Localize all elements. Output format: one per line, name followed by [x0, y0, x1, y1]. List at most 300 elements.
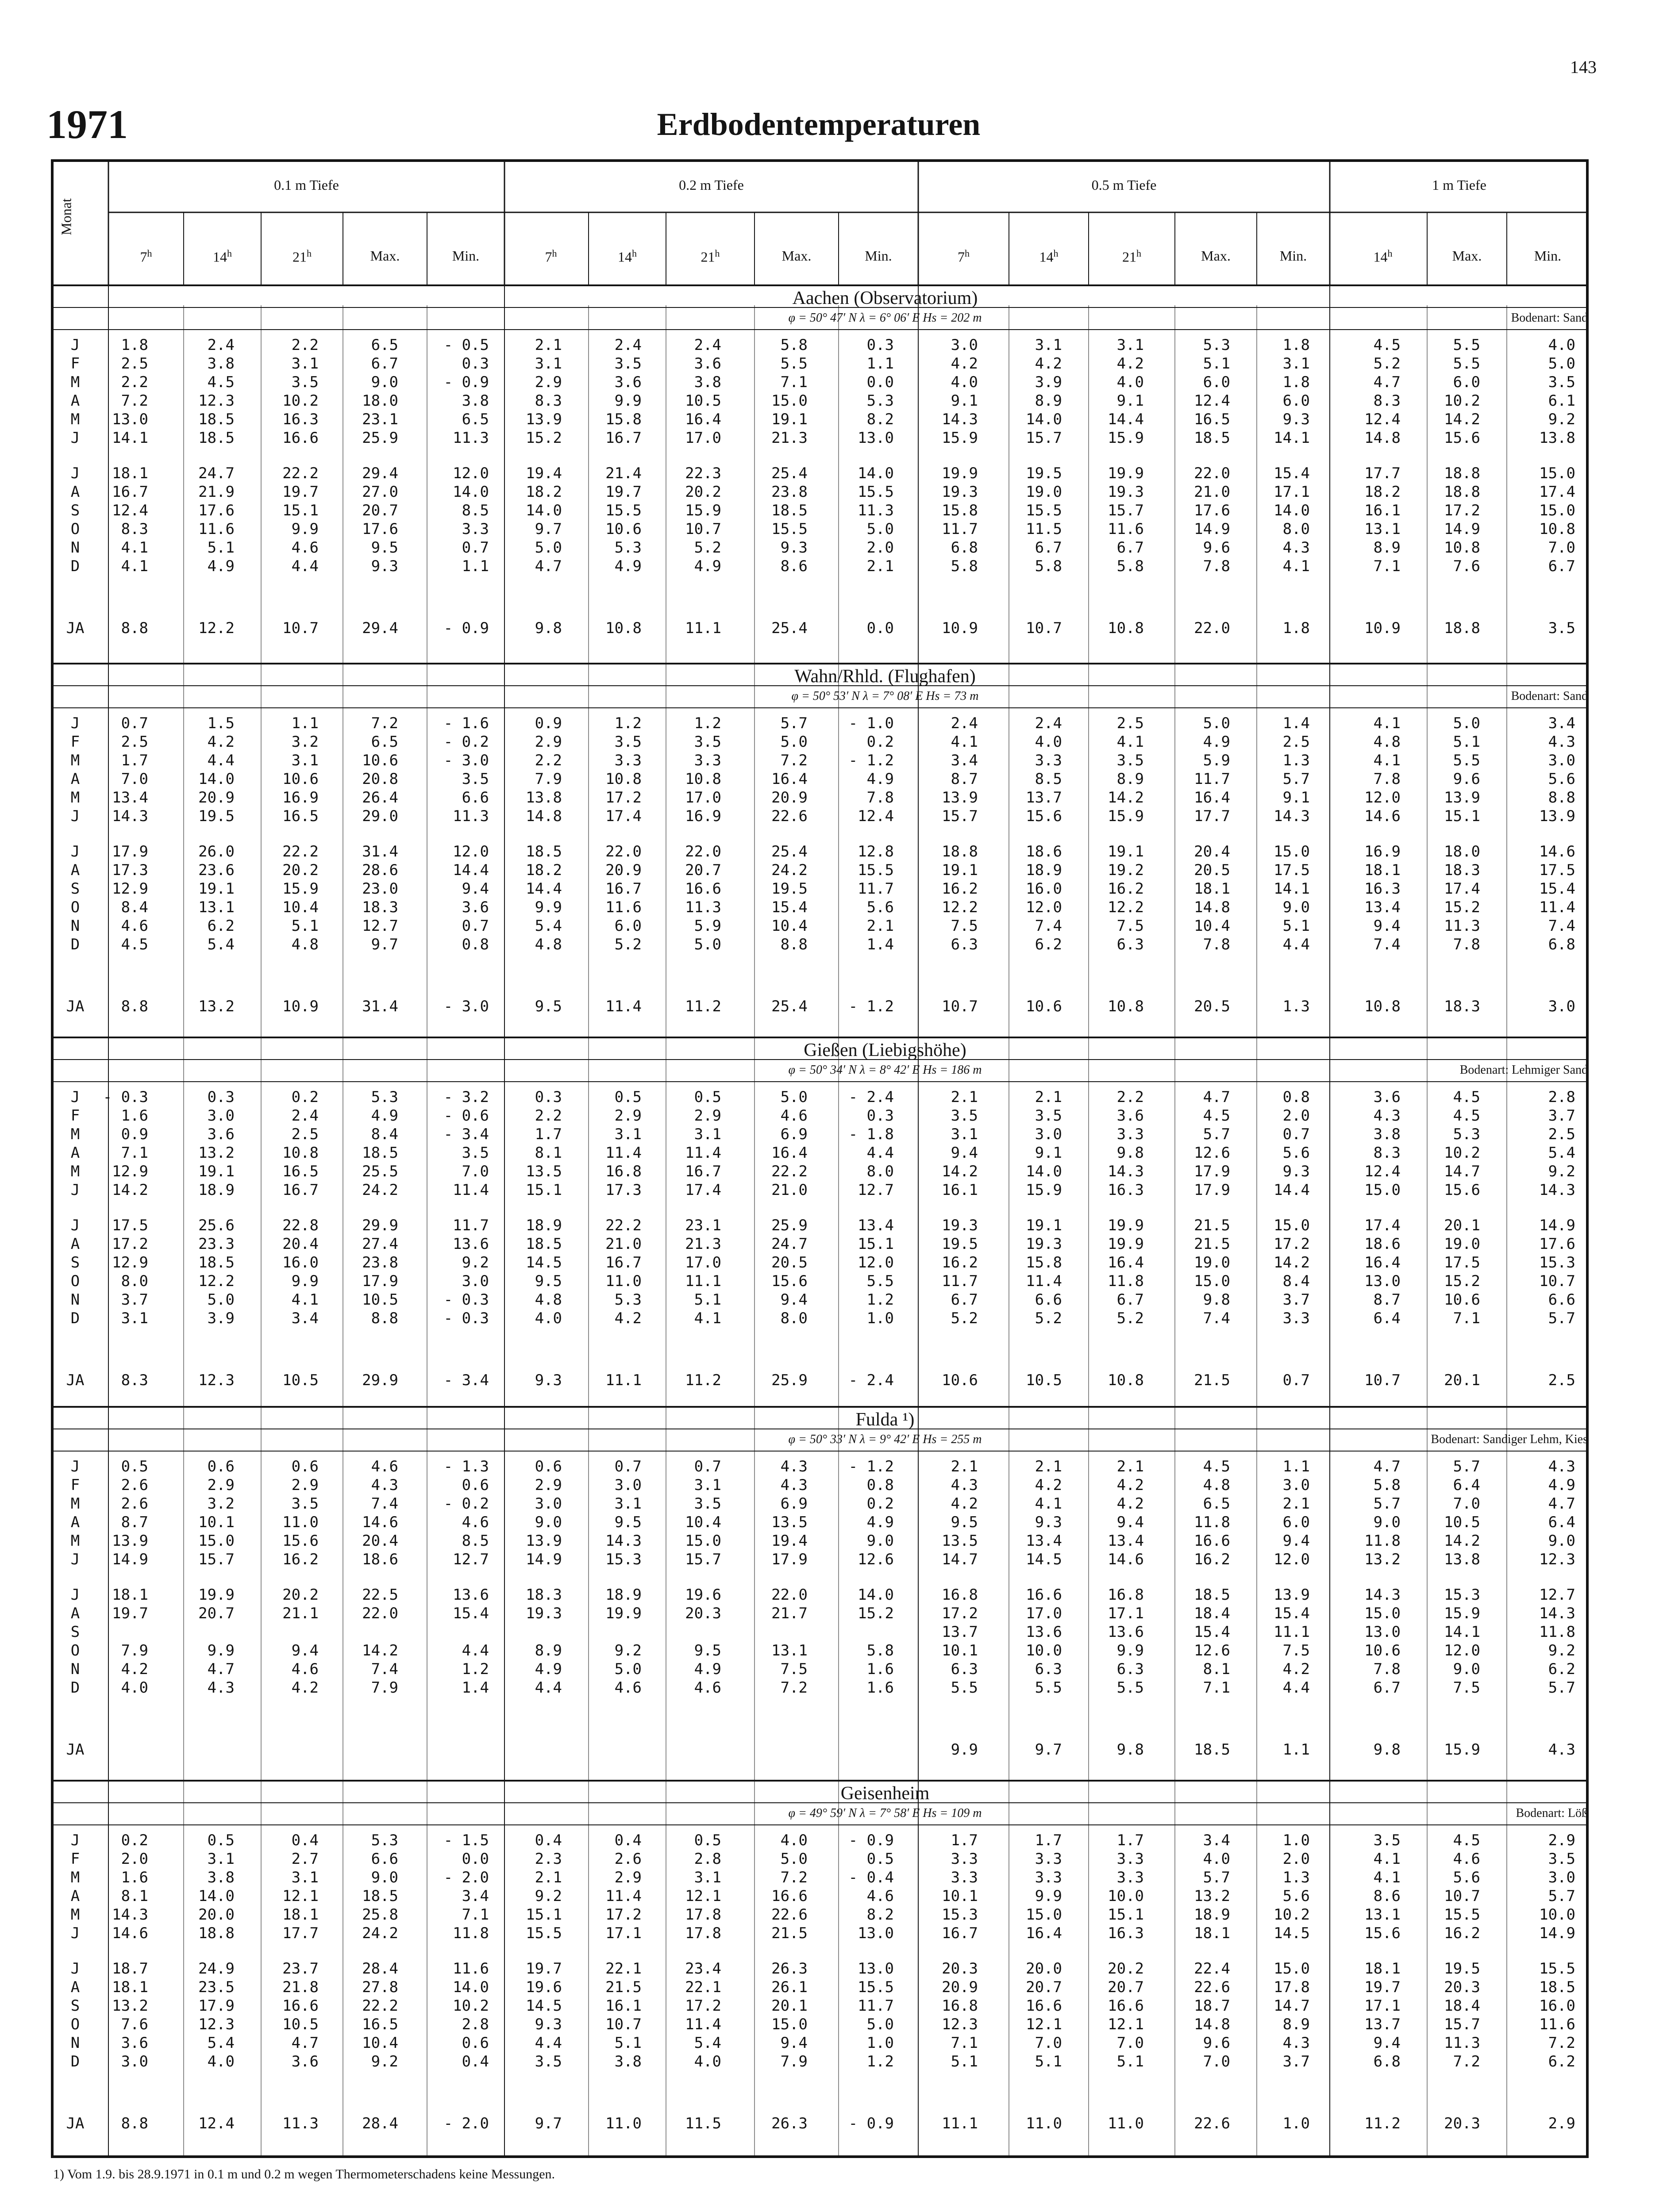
table-cell: 2.6: [614, 1850, 642, 1868]
table-cell: 12.6: [858, 1551, 894, 1568]
table-cell: 17.5: [1539, 861, 1575, 879]
table-cell: 23.1: [685, 1217, 721, 1234]
table-cell: 3.3: [462, 520, 489, 538]
table-cell: 11.7: [942, 520, 978, 538]
table-cell: 6.2: [207, 917, 235, 935]
table-row: [0, 1272, 1663, 1290]
soil-type: Bodenart: Sand: [1511, 311, 1588, 325]
table-cell: 4.3: [1548, 1458, 1575, 1475]
table-cell: 11.8: [1364, 1532, 1401, 1550]
table-cell: 15.5: [1444, 1906, 1480, 1924]
month-label: N: [70, 539, 80, 557]
table-cell: 25.5: [362, 1163, 398, 1180]
table-cell: 7.2: [1453, 2053, 1480, 2070]
table-row: [0, 1144, 1663, 1162]
table-cell: 13.0: [112, 411, 148, 428]
table-cell: 13.2: [1194, 1887, 1230, 1905]
table-cell: 12.7: [453, 1551, 489, 1568]
table-cell: 17.6: [198, 502, 235, 519]
table-cell: 8.8: [121, 998, 148, 1015]
table-cell: 7.0: [1453, 1495, 1480, 1513]
table-cell: 7.8: [1453, 936, 1480, 953]
table-cell: 13.4: [1108, 1532, 1144, 1550]
table-cell: 7.2: [780, 1679, 808, 1697]
table-cell: 14.3: [605, 1532, 642, 1550]
month-label: JA: [66, 1371, 85, 1389]
table-cell: 26.3: [771, 1960, 808, 1978]
table-cell: 9.9: [207, 1642, 235, 1659]
table-cell: 0.7: [121, 714, 148, 732]
month-label: J: [70, 1586, 80, 1604]
table-cell: 13.5: [526, 1163, 562, 1180]
table-cell: - 0.3: [443, 1291, 489, 1309]
table-cell: 6.2: [1035, 936, 1062, 953]
table-cell: 16.4: [685, 411, 721, 428]
table-cell: 0.9: [121, 1125, 148, 1143]
table-cell: 18.7: [112, 1960, 148, 1978]
table-cell: 22.0: [605, 843, 642, 860]
table-cell: 11.8: [1108, 1272, 1144, 1290]
table-cell: 14.9: [1194, 520, 1230, 538]
table-cell: 10.2: [1274, 1906, 1310, 1924]
table-cell: 14.3: [1274, 807, 1310, 825]
table-cell: 23.5: [198, 1978, 235, 1996]
table-cell: 3.0: [462, 1272, 489, 1290]
table-row: [0, 880, 1663, 898]
table-cell: 11.3: [685, 899, 721, 916]
table-cell: 10.7: [1444, 1887, 1480, 1905]
table-cell: 15.0: [1274, 843, 1310, 860]
table-cell: 9.5: [535, 1272, 562, 1290]
table-row: [0, 429, 1663, 447]
table-cell: 23.3: [198, 1235, 235, 1253]
table-cell: 0.8: [1282, 1088, 1310, 1106]
table-cell: 8.3: [121, 1371, 148, 1389]
table-cell: 3.1: [1116, 336, 1144, 354]
table-cell: 15.6: [1364, 1924, 1401, 1942]
table-cell: 17.6: [362, 520, 398, 538]
table-cell: 5.7: [1548, 1310, 1575, 1327]
table-cell: 5.2: [614, 936, 642, 953]
table-cell: 5.0: [535, 539, 562, 557]
month-label: F: [70, 355, 80, 373]
table-cell: 13.0: [858, 429, 894, 447]
table-cell: 2.5: [291, 1125, 319, 1143]
table-cell: 1.1: [462, 557, 489, 575]
table-cell: 5.3: [371, 1088, 398, 1106]
table-cell: 16.6: [1194, 1532, 1230, 1550]
table-cell: 13.1: [198, 899, 235, 916]
table-cell: 8.8: [121, 2115, 148, 2132]
table-cell: 5.8: [780, 336, 808, 354]
table-cell: 2.9: [535, 373, 562, 391]
table-cell: 15.7: [685, 1551, 721, 1568]
table-cell: 4.5: [207, 373, 235, 391]
month-label: J: [70, 1458, 80, 1475]
table-cell: 4.6: [291, 1660, 319, 1678]
table-cell: 4.7: [1203, 1088, 1230, 1106]
table-cell: 5.0: [1203, 714, 1230, 732]
table-cell: 10.8: [1108, 619, 1144, 637]
table-cell: 17.4: [1364, 1217, 1401, 1234]
table-cell: 5.3: [1453, 1125, 1480, 1143]
month-label: J: [70, 1088, 80, 1106]
table-cell: 9.0: [1453, 1660, 1480, 1678]
table-cell: 13.9: [1444, 789, 1480, 806]
table-cell: 4.6: [462, 1513, 489, 1531]
table-cell: 12.9: [112, 880, 148, 898]
table-cell: 6.9: [780, 1125, 808, 1143]
table-cell: 1.3: [1282, 998, 1310, 1015]
table-cell: 18.2: [1364, 483, 1401, 501]
table-cell: 20.7: [198, 1605, 235, 1622]
table-cell: 22.1: [685, 1978, 721, 1996]
table-cell: 3.8: [1373, 1125, 1401, 1143]
table-cell: 3.4: [462, 1887, 489, 1905]
table-row: [0, 502, 1663, 519]
table-row: [0, 2034, 1663, 2052]
table-cell: 10.5: [282, 2016, 319, 2033]
table-cell: 11.2: [1364, 2115, 1401, 2132]
table-cell: 3.7: [121, 1291, 148, 1309]
table-cell: 6.7: [1373, 1679, 1401, 1697]
table-row: [0, 917, 1663, 935]
table-cell: 14.8: [1364, 429, 1401, 447]
table-cell: 5.1: [951, 2053, 978, 2070]
table-cell: 6.3: [951, 1660, 978, 1678]
table-cell: 3.3: [1116, 1850, 1144, 1868]
table-cell: 4.2: [1116, 355, 1144, 373]
table-cell: 3.8: [694, 373, 721, 391]
table-cell: 11.7: [858, 880, 894, 898]
table-cell: 16.2: [282, 1551, 319, 1568]
table-cell: 1.8: [1282, 373, 1310, 391]
depth-header: 0.1 m Tiefe: [274, 177, 339, 193]
table-cell: 12.8: [858, 843, 894, 860]
table-cell: 14.9: [1539, 1924, 1575, 1942]
table-cell: 6.0: [1453, 373, 1480, 391]
table-cell: 12.7: [1539, 1586, 1575, 1604]
table-cell: 5.5: [1453, 752, 1480, 769]
table-cell: 10.0: [1026, 1642, 1062, 1659]
table-cell: 15.5: [858, 483, 894, 501]
table-cell: 5.8: [866, 1642, 894, 1659]
table-cell: 17.8: [1274, 1978, 1310, 1996]
table-cell: 7.4: [371, 1495, 398, 1513]
table-cell: 8.9: [1035, 392, 1062, 410]
table-cell: 3.6: [291, 2053, 319, 2070]
table-cell: 20.0: [1026, 1960, 1062, 1978]
table-cell: 1.3: [1282, 1869, 1310, 1886]
table-cell: 16.0: [282, 1254, 319, 1271]
table-cell: 4.1: [694, 1310, 721, 1327]
table-cell: 14.2: [1444, 411, 1480, 428]
station-name: Aachen (Observatorium): [792, 288, 978, 308]
table-cell: 3.8: [462, 392, 489, 410]
table-cell: 3.5: [694, 1495, 721, 1513]
table-cell: 15.0: [685, 1532, 721, 1550]
table-cell: 14.0: [858, 1586, 894, 1604]
table-cell: 4.2: [1035, 355, 1062, 373]
table-cell: 11.0: [282, 1513, 319, 1531]
table-cell: 31.4: [362, 843, 398, 860]
table-cell: 14.1: [1274, 429, 1310, 447]
table-cell: 0.3: [462, 355, 489, 373]
table-cell: 13.7: [942, 1623, 978, 1641]
table-cell: 21.3: [771, 429, 808, 447]
table-cell: 11.1: [942, 2115, 978, 2132]
table-cell: 2.8: [694, 1850, 721, 1868]
table-row: [0, 355, 1663, 373]
table-cell: 10.5: [1026, 1371, 1062, 1389]
month-label: J: [70, 1924, 80, 1942]
table-cell: 1.2: [866, 2053, 894, 2070]
table-cell: 3.3: [1035, 1869, 1062, 1886]
table-cell: 2.5: [1548, 1371, 1575, 1389]
table-cell: 5.8: [951, 557, 978, 575]
table-cell: 23.1: [362, 411, 398, 428]
table-cell: 5.8: [1373, 1476, 1401, 1494]
table-row: [0, 1107, 1663, 1125]
table-cell: 15.0: [198, 1532, 235, 1550]
soil-type: Bodenart: Lehmiger Sand: [1459, 1063, 1588, 1077]
table-cell: 15.3: [942, 1906, 978, 1924]
table-cell: 5.3: [371, 1832, 398, 1849]
table-cell: 3.5: [462, 770, 489, 788]
table-cell: 1.5: [207, 714, 235, 732]
table-cell: 5.1: [1282, 917, 1310, 935]
table-cell: 11.3: [453, 807, 489, 825]
month-label: JA: [66, 1741, 85, 1759]
table-cell: 10.8: [605, 619, 642, 637]
table-cell: 15.9: [1108, 807, 1144, 825]
table-cell: 9.7: [535, 2115, 562, 2132]
table-cell: 3.5: [1373, 1832, 1401, 1849]
table-cell: 13.5: [771, 1513, 808, 1531]
table-cell: 3.0: [121, 2053, 148, 2070]
table-cell: 9.5: [614, 1513, 642, 1531]
table-cell: 5.0: [1453, 714, 1480, 732]
table-cell: 10.0: [1539, 1906, 1575, 1924]
table-cell: 5.5: [1116, 1679, 1144, 1697]
table-cell: 12.2: [198, 619, 235, 637]
table-cell: 3.0: [1282, 1476, 1310, 1494]
table-cell: 5.3: [1203, 336, 1230, 354]
table-cell: 14.6: [1364, 807, 1401, 825]
table-cell: 2.2: [121, 373, 148, 391]
table-cell: 15.6: [771, 1272, 808, 1290]
table-cell: 8.9: [1373, 539, 1401, 557]
table-cell: 16.1: [1364, 502, 1401, 519]
table-cell: 27.8: [362, 1978, 398, 1996]
table-cell: 11.6: [1539, 2016, 1575, 2033]
annual-row: [0, 2115, 1663, 2132]
table-cell: 2.4: [951, 714, 978, 732]
table-cell: 14.9: [526, 1551, 562, 1568]
table-cell: 17.7: [1194, 807, 1230, 825]
table-cell: 4.2: [1035, 1476, 1062, 1494]
table-cell: 14.5: [526, 1254, 562, 1271]
month-label: O: [70, 2016, 80, 2033]
table-cell: 1.7: [1116, 1832, 1144, 1849]
annual-row: [0, 1741, 1663, 1759]
table-cell: 4.9: [207, 557, 235, 575]
table-cell: 4.2: [1282, 1660, 1310, 1678]
table-cell: 3.1: [291, 355, 319, 373]
table-cell: 15.6: [282, 1532, 319, 1550]
table-cell: 16.7: [605, 429, 642, 447]
month-label: F: [70, 1476, 80, 1494]
table-cell: 0.9: [535, 714, 562, 732]
table-cell: 22.1: [605, 1960, 642, 1978]
table-cell: 22.2: [282, 843, 319, 860]
table-cell: 18.1: [282, 1906, 319, 1924]
station-name: Gießen (Liebigshöhe): [804, 1040, 966, 1060]
table-cell: 5.7: [780, 714, 808, 732]
table-cell: 9.3: [371, 557, 398, 575]
table-cell: 5.5: [1453, 336, 1480, 354]
station-coordinates: φ = 49° 59′ N λ = 7° 58′ E Hs = 109 m: [788, 1806, 982, 1820]
table-cell: 7.0: [121, 770, 148, 788]
month-label: J: [70, 1551, 80, 1568]
table-cell: 25.9: [771, 1217, 808, 1234]
table-cell: 2.9: [207, 1476, 235, 1494]
table-cell: 2.5: [121, 733, 148, 751]
table-cell: 18.2: [526, 861, 562, 879]
table-cell: 20.1: [1444, 1371, 1480, 1389]
table-cell: 22.0: [362, 1605, 398, 1622]
table-cell: 25.9: [362, 429, 398, 447]
table-cell: 5.6: [1282, 1887, 1310, 1905]
table-cell: 5.1: [1203, 355, 1230, 373]
table-cell: 18.4: [1194, 1605, 1230, 1622]
table-cell: 16.6: [1026, 1586, 1062, 1604]
table-cell: 14.2: [1444, 1532, 1480, 1550]
table-cell: 16.2: [942, 880, 978, 898]
table-cell: 5.5: [780, 355, 808, 373]
table-cell: 17.5: [1444, 1254, 1480, 1271]
table-row: [0, 557, 1663, 575]
table-cell: 4.1: [121, 557, 148, 575]
table-cell: 25.4: [771, 619, 808, 637]
table-cell: 19.9: [605, 1605, 642, 1622]
table-cell: 27.0: [362, 483, 398, 501]
table-cell: 20.7: [1108, 1978, 1144, 1996]
table-cell: 15.6: [1444, 429, 1480, 447]
table-cell: 5.7: [1203, 1869, 1230, 1886]
table-cell: - 1.0: [848, 714, 894, 732]
table-cell: 3.7: [1548, 1107, 1575, 1125]
table-cell: 5.7: [1453, 1458, 1480, 1475]
table-cell: 15.9: [1108, 429, 1144, 447]
month-label: D: [70, 2053, 80, 2070]
table-cell: 2.4: [694, 336, 721, 354]
table-cell: 11.3: [453, 429, 489, 447]
table-cell: 14.3: [1364, 1586, 1401, 1604]
table-cell: 3.9: [1035, 373, 1062, 391]
table-cell: 14.7: [1444, 1163, 1480, 1180]
table-cell: 23.8: [771, 483, 808, 501]
table-cell: 14.2: [1108, 789, 1144, 806]
table-row: [0, 807, 1663, 825]
table-cell: 13.4: [1026, 1532, 1062, 1550]
table-cell: 3.1: [535, 355, 562, 373]
table-cell: 19.0: [1194, 1254, 1230, 1271]
month-label: J: [70, 807, 80, 825]
table-cell: 4.6: [371, 1458, 398, 1475]
table-cell: 7.4: [371, 1660, 398, 1678]
table-cell: 4.9: [1203, 733, 1230, 751]
table-cell: 6.7: [1116, 539, 1144, 557]
table-cell: 14.0: [1026, 1163, 1062, 1180]
table-cell: 3.1: [207, 1850, 235, 1868]
table-cell: 18.5: [1194, 1586, 1230, 1604]
table-cell: 3.5: [462, 1144, 489, 1162]
table-cell: 13.8: [1444, 1551, 1480, 1568]
table-cell: 19.2: [1108, 861, 1144, 879]
table-row: [0, 1495, 1663, 1513]
table-row: [0, 1088, 1663, 1106]
table-cell: 25.8: [362, 1906, 398, 1924]
table-cell: 7.5: [1453, 1679, 1480, 1697]
table-cell: 4.1: [1282, 557, 1310, 575]
table-cell: 5.0: [866, 520, 894, 538]
table-cell: 1.2: [462, 1660, 489, 1678]
table-cell: 9.5: [535, 998, 562, 1015]
table-cell: 1.7: [951, 1832, 978, 1849]
table-row: [0, 1660, 1663, 1678]
table-cell: 15.7: [1444, 2016, 1480, 2033]
table-cell: 3.8: [207, 355, 235, 373]
table-cell: 17.2: [1444, 502, 1480, 519]
table-cell: 16.6: [1026, 1997, 1062, 2015]
column-header: 21$^h$: [1122, 248, 1141, 265]
table-cell: 15.1: [1444, 807, 1480, 825]
table-cell: 11.8: [1194, 1513, 1230, 1531]
table-cell: 11.7: [1194, 770, 1230, 788]
table-cell: 4.2: [291, 1679, 319, 1697]
table-cell: 4.1: [291, 1291, 319, 1309]
table-cell: 11.4: [605, 1144, 642, 1162]
table-cell: 8.3: [1373, 1144, 1401, 1162]
table-cell: 2.1: [1035, 1088, 1062, 1106]
table-cell: 8.0: [121, 1272, 148, 1290]
table-cell: 21.4: [605, 465, 642, 482]
month-label: JA: [66, 998, 85, 1015]
table-cell: 4.4: [207, 752, 235, 769]
table-cell: 13.0: [1364, 1623, 1401, 1641]
table-row: [0, 1532, 1663, 1550]
table-cell: 28.4: [362, 1960, 398, 1978]
table-cell: 11.4: [1026, 1272, 1062, 1290]
table-cell: 1.0: [1282, 1832, 1310, 1849]
month-label: JA: [66, 2115, 85, 2132]
table-cell: 14.2: [942, 1163, 978, 1180]
table-cell: 11.4: [685, 2016, 721, 2033]
table-cell: 16.9: [1364, 843, 1401, 860]
table-cell: 17.3: [112, 861, 148, 879]
table-cell: 17.1: [1364, 1997, 1401, 2015]
table-cell: 4.0: [207, 2053, 235, 2070]
table-cell: 9.9: [951, 1741, 978, 1759]
table-cell: 16.5: [282, 1163, 319, 1180]
table-cell: 7.5: [951, 917, 978, 935]
table-cell: 17.9: [198, 1997, 235, 2015]
table-row: [0, 465, 1663, 482]
station-name: Wahn/Rhld. (Flughafen): [794, 666, 976, 687]
month-label: S: [70, 1997, 80, 2015]
table-cell: 3.5: [694, 733, 721, 751]
